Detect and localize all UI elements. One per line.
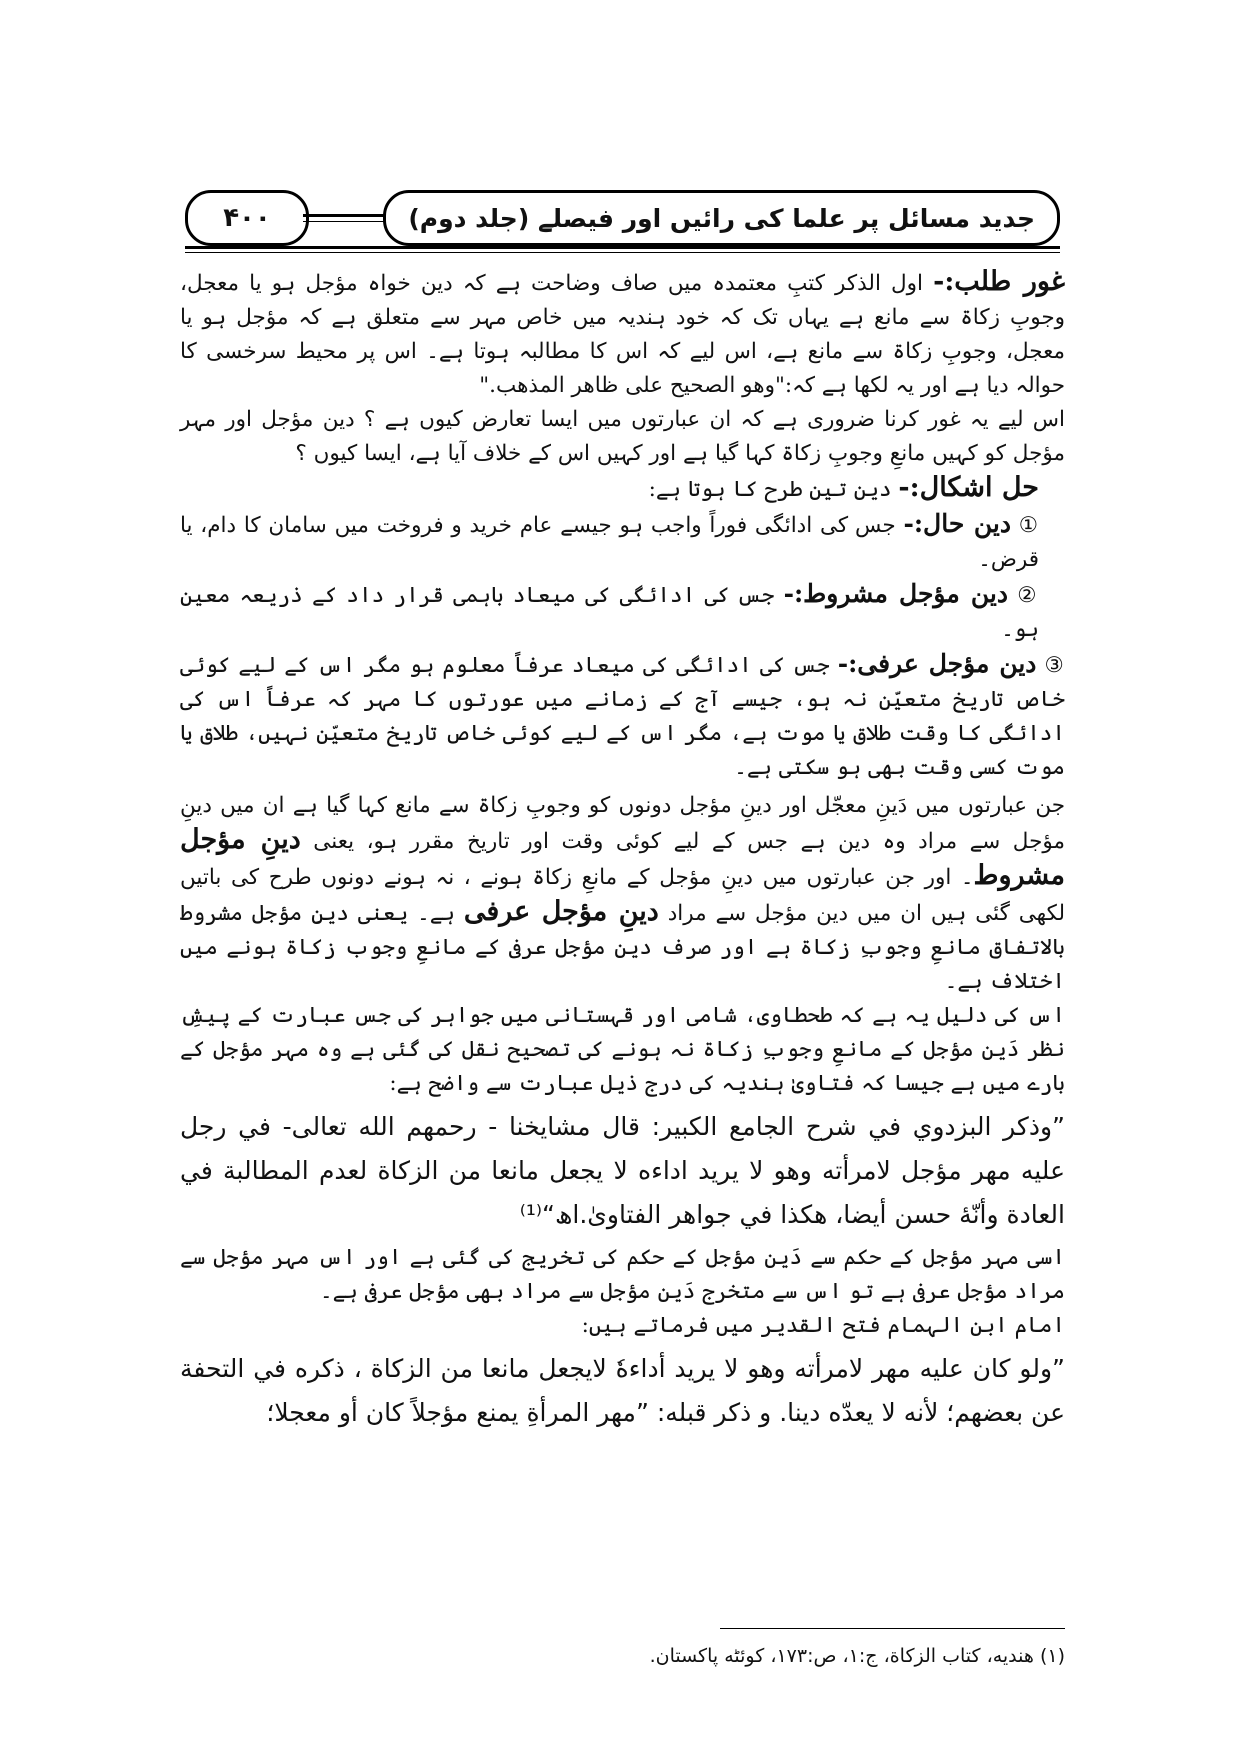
paragraph-ibn-humam: امام ابن الہمام فتح القدیر میں فرماتے ہیں: — [581, 1313, 1065, 1338]
page-header — [185, 190, 1060, 248]
page-number: ۴۰۰ — [185, 190, 309, 246]
heading-hal-ishkal: حل اشکال:- — [898, 472, 1039, 503]
arabic-quote-fath-al-qadeer: ”ولو كان عليه مهر لامرأته وهو لا يريد أداءهٗ لايجعل مانعا من الزكاة ، ذكره في التحفة عن بعضهم؛ لأنه لا يعدّه دينا. و ذكر قبله: ”مهر المرأةِ يمنع مؤجلاً كان أو معجلا؛ — [180, 1354, 1065, 1427]
footnote: (۱) ھندیه، کتاب الزکاة، ج:۱، ص:۱۷۳، کوئٹه پاکستان. — [649, 1645, 1065, 1667]
header-underline-thin — [185, 252, 1060, 253]
paragraph-taaruz: اس لیے یہ غور کرنا ضروری ہے کہ ان عبارتوں میں ایسا تعارض کیوں ہے ؟ دین مؤجل اور مہر مؤجل کو کہیں مانعِ وجوبِ زکاۃ کہا گیا ہے اور کہیں اس کے خلاف آیا ہے، ایسا کیوں ؟ — [180, 407, 1065, 466]
footnote-rule — [720, 1628, 1065, 1629]
list-item-dain-muajjal-mashroot: ② دین مؤجل مشروط:- جس کی ادائگی کی میعاد باہمی قرار داد کے ذریعہ معین ہو۔ — [180, 579, 1040, 642]
list-number-3: ③ — [1044, 653, 1065, 678]
list-item-dain-muajjal-urfi: ③ دین مؤجل عرفی:- جس کی ادائگی کی میعاد عرفاً معلوم ہو مگر اس کے لیے کوئی خاص تاریخ متعیّن نہ ہو، جیسے آج کے زمانے میں عورتوں کا مہر کہ عرفاً اس کی ادائگی کا وقت طلاق یا موت ہے، مگر اس کے لیے کوئی خاص تاریخ متعیّن نہیں، طلاق یا موت کسی وقت بھی ہو سکتی ہے۔ — [180, 649, 1065, 780]
header-underline — [185, 246, 1060, 249]
paragraph-ghaur-talab: غور طلب:- اول الذکر کتبِ معتمدہ میں صاف وضاحت ہے کہ دین خواہ مؤجل ہو یا معجل، وجوبِ زکاۃ سے مانع ہے یہاں تک کہ خود ہندیہ میں خاص مہر سے متعلق ہے کہ مؤجل ہو یا معجل، وجوبِ زکاۃ سے مانع ہے، اس لیے کہ اس کا مطالبہ ہوتا ہے۔ اس پر محیط سرخسی کا حوالہ دیا ہے اور یہ لکھا ہے کہ:"وھو الصحیح علی ظاھر المذھب." — [180, 266, 1065, 398]
paragraph-takhreej: اسی مہر مؤجل کے حکم سے دَین مؤجل کے حکم کی تخریج کی گئی ہے اور اس مہر مؤجل سے مراد مؤجل عرفی ہے تو اس سے متخرج دَین مؤجل سے مراد بھی مؤجل عرفی ہے۔ — [180, 1245, 1065, 1304]
page-body — [180, 265, 1065, 1435]
paragraph-ibaraton: جن عبارتوں میں دَینِ معجّل اور دینِ مؤجل دونوں کو وجوبِ زکاۃ سے مانع کہا گیا ہے ان میں دینِ مؤجل سے مراد وہ دین ہے جس کے لیے کوئی وقت اور تاریخ مقرر ہو، یعنی دینِ مؤجل مشروط۔ اور جن عبارتوں میں دینِ مؤجل کے مانعِ زکاۃ ہونے ، نہ ہونے دونوں طرح کی باتیں لکھی گئی ہیں ان میں دین مؤجل سے مراد دینِ مؤجل عرفی ہے۔ یعنی دینِ مؤجل مشروط بالاتفاق مانعِ وجوبِ زکاۃ ہے اور صرف دین مؤجل عرفی کے مانعِ وجوب زکاۃ ہونے میں اختلاف ہے۔ — [180, 793, 1066, 994]
list-number-2: ② — [1017, 583, 1040, 608]
arabic-quote-hindiya: ”وذكر البزدوي في شرح الجامع الكبير: قال مشايخنا - رحمهم الله تعالى- في رجل عليه مهر مؤجل لامرأته وهو لا يريد اداءه لا يجعل مانعا من الزكاة لعدم المطالبة في العادة وأنّهٔ حسن أيضا، هكذا في جواهر الفتاوىٰ.اھ“⁽¹⁾ — [180, 1112, 1065, 1229]
list-number-1: ① — [1018, 513, 1039, 538]
heading-ghaur-talab: غور طلب:- — [933, 266, 1065, 297]
book-title: جدید مسائل پر علما کی رائیں اور فیصلے (جلد دوم) — [383, 190, 1060, 246]
paragraph-daleel: اس کی دلیل یہ ہے کہ طحطاوی، شامی اور قہستانی میں جواہر کی جس عبارت کے پیشِ نظر دَین مؤجل کے مانعِ وجوبِ زکاۃ نہ ہونے کی تصحیح نقل کی گئی ہے وہ مہر مؤجل کے بارے میں ہے جیسا کہ فتاویٰ ہندیہ کی درج ذیل عبارت سے واضح ہے: — [180, 1003, 1065, 1096]
list-item-dain-hal: ① دین حال:- جس کی ادائگی فوراً واجب ہو جیسے عام خرید و فروخت میں سامان کا دام، یا قرض۔ — [180, 509, 1039, 572]
paragraph-hal-ishkal: حل اشکال:- دین تین طرح کا ہوتا ہے: — [648, 472, 1039, 503]
